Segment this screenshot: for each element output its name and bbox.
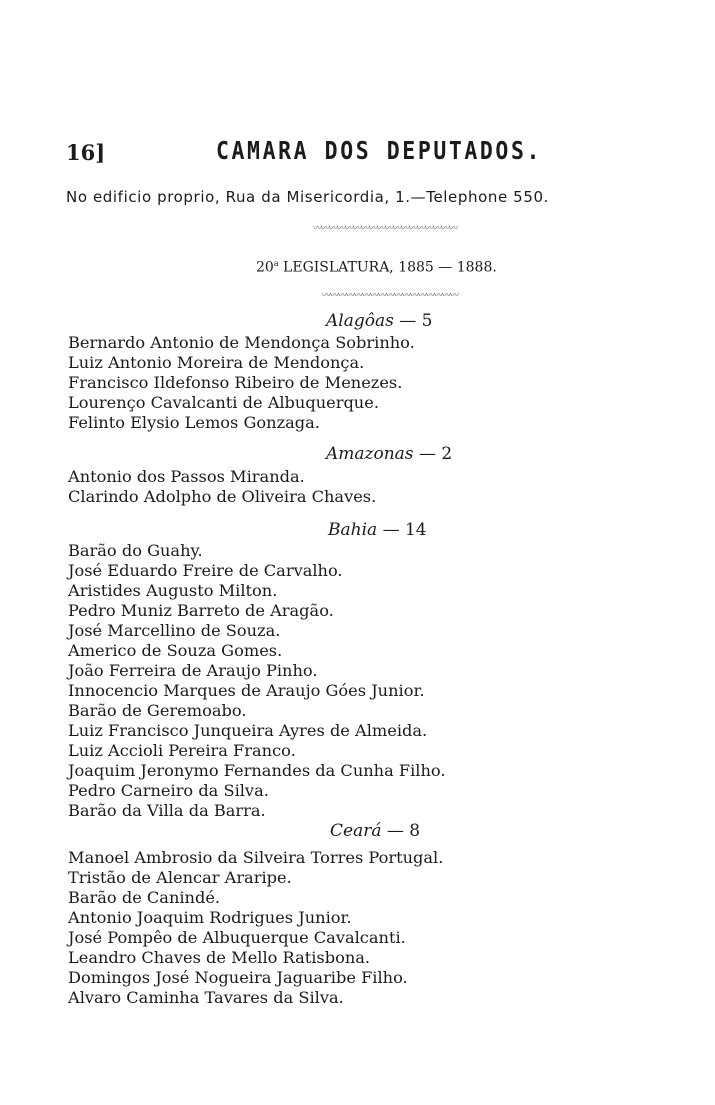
deputy-name: Luiz Antonio Moreira de Mendonça. xyxy=(68,353,365,372)
deputy-name: João Ferreira de Araujo Pinho. xyxy=(68,661,318,680)
deputy-name: Felinto Elysio Lemos Gonzaga. xyxy=(68,413,320,432)
deputy-name: Leandro Chaves de Mello Ratisbona. xyxy=(68,948,371,967)
deputy-name: Alvaro Caminha Tavares da Silva. xyxy=(68,988,344,1007)
legislature-ordinal: 20 xyxy=(256,259,274,276)
legislature-line xyxy=(256,259,497,276)
deputy-name: Barão da Villa da Barra. xyxy=(68,801,266,820)
deputy-name: Antonio Joaquim Rodrigues Junior. xyxy=(68,908,352,927)
deputy-count: — 8 xyxy=(386,821,421,841)
deputy-name: Joaquim Jeronymo Fernandes da Cunha Filho. xyxy=(68,761,446,780)
deputy-name: José Eduardo Freire de Carvalho. xyxy=(68,561,343,580)
deputy-name: José Marcellino de Souza. xyxy=(68,621,281,640)
state-name: Bahia xyxy=(328,520,378,540)
state-heading-amazonas xyxy=(326,444,452,464)
deputy-count: — 2 xyxy=(418,444,453,464)
deputy-name: Barão de Canindé. xyxy=(68,888,221,907)
deputy-name: Americo de Souza Gomes. xyxy=(68,641,283,660)
deputy-name: Bernardo Antonio de Mendonça Sobrinho. xyxy=(68,333,415,352)
deputy-name: Innocencio Marques de Araujo Góes Junior. xyxy=(68,681,425,700)
address-line: No edificio proprio, Rua da Misericordia, 1.—Telephone 550. xyxy=(66,188,549,206)
state-heading-ceara xyxy=(330,821,420,841)
state-heading-bahia xyxy=(328,520,427,540)
deputy-count: — 14 xyxy=(382,520,427,540)
deputy-name: José Pompêo de Albuquerque Cavalcanti. xyxy=(68,928,406,947)
deputy-name: Aristides Augusto Milton. xyxy=(68,581,278,600)
deputy-name: Luiz Accioli Pereira Franco. xyxy=(68,741,296,760)
deputy-name: Pedro Carneiro da Silva. xyxy=(68,781,269,800)
deputy-name: Francisco Ildefonso Ribeiro de Menezes. xyxy=(68,373,403,392)
chamber-title: CAMARA DOS DEPUTADOS. xyxy=(216,136,543,165)
deputy-name: Tristão de Alencar Araripe. xyxy=(68,868,292,887)
deputy-name: Barão do Guahy. xyxy=(68,541,203,560)
ornament-divider: 〰〰〰〰〰〰〰〰〰〰〰〰〰〰〰〰〰〰 xyxy=(313,224,458,234)
deputy-name: Pedro Muniz Barreto de Aragão. xyxy=(68,601,334,620)
legislature-text: LEGISLATURA, 1885 — 1888. xyxy=(278,259,497,276)
state-name: Alagôas xyxy=(326,311,394,331)
deputy-name: Barão de Geremoabo. xyxy=(68,701,247,720)
deputy-name: Antonio dos Passos Miranda. xyxy=(68,467,305,486)
state-heading-alagoas xyxy=(326,311,432,331)
state-name: Ceará xyxy=(330,821,382,841)
deputy-name: Domingos José Nogueira Jaguaribe Filho. xyxy=(68,968,408,987)
deputy-count: — 5 xyxy=(399,311,433,331)
state-name: Amazonas xyxy=(326,444,414,464)
page-number: 16] xyxy=(66,140,106,165)
deputy-name: Luiz Francisco Junqueira Ayres de Almeida. xyxy=(68,721,428,740)
deputy-name: Lourenço Cavalcanti de Albuquerque. xyxy=(68,393,379,412)
deputy-name: Manoel Ambrosio da Silveira Torres Portugal. xyxy=(68,848,444,867)
legislature-ordinal-suffix: a xyxy=(273,259,279,268)
page-header xyxy=(66,136,686,170)
deputy-name: Clarindo Adolpho de Oliveira Chaves. xyxy=(68,487,377,506)
ornament-divider: 〰〰〰〰〰〰〰〰〰〰〰〰〰〰〰〰〰 xyxy=(322,291,459,301)
